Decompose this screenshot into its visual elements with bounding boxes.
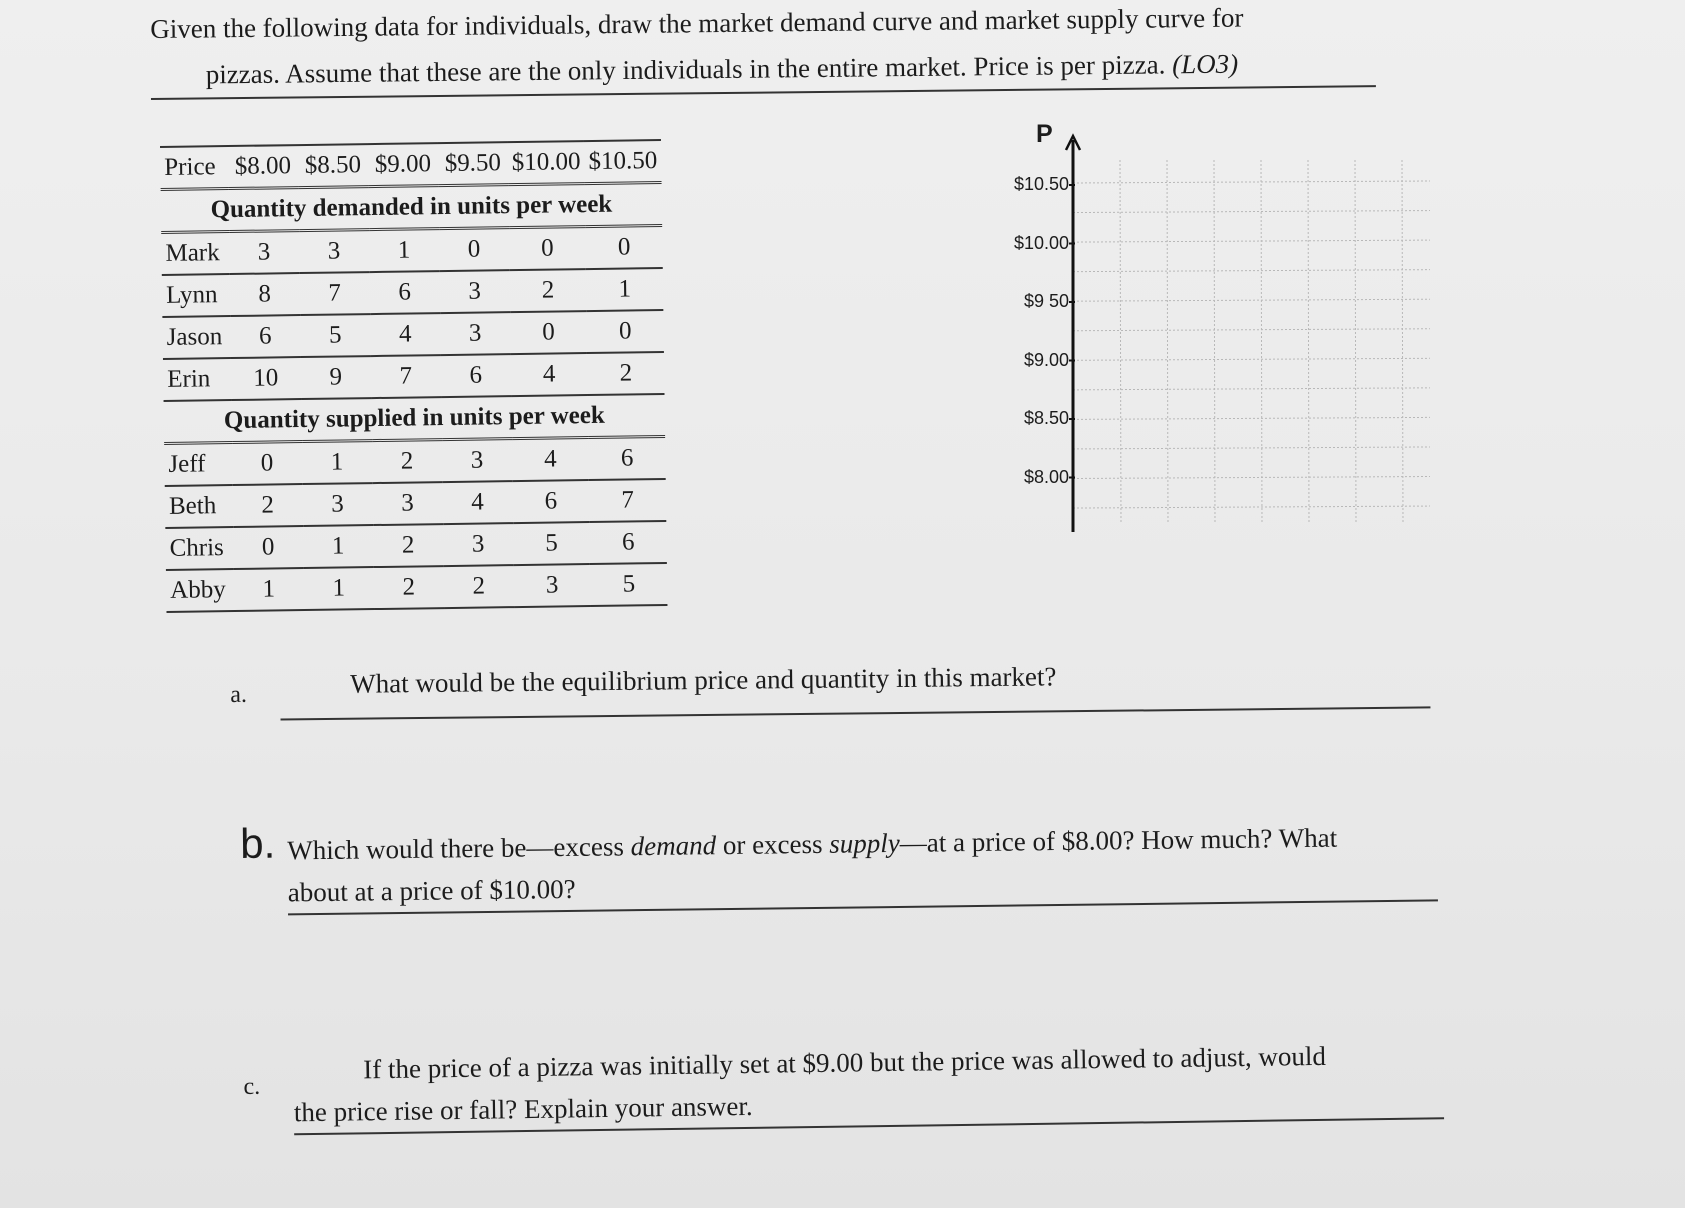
quantity-supplied-cell: 2 — [232, 484, 303, 527]
demand-row — [163, 352, 665, 401]
grid-line-horizontal — [1073, 506, 1430, 508]
question-a-marker: a. — [230, 681, 248, 708]
quantity-supplied-cell: 3 — [372, 482, 443, 525]
quantity-supplied-cell: 3 — [302, 483, 373, 526]
quantity-demanded-cell: 6 — [230, 315, 301, 358]
quantity-supplied-cell: 5 — [513, 522, 590, 565]
price-cell: $8.50 — [298, 144, 369, 187]
grid-line-horizontal — [1073, 477, 1430, 479]
question-b-line-2: about at a price of $10.00? — [288, 857, 1438, 915]
quantity-supplied-cell: 2 — [372, 440, 443, 483]
quantity-supplied-cell: 3 — [513, 564, 590, 607]
quantity-supplied-cell: 0 — [233, 526, 304, 569]
quantity-supplied-cell: 2 — [373, 524, 444, 567]
price-tick-label: $10.50 — [1013, 174, 1069, 194]
price-label: Price — [160, 146, 228, 189]
question-c-text — [293, 1033, 1444, 1135]
buyer-name: Jason — [162, 316, 230, 359]
quantity-supplied-cell: 0 — [232, 442, 303, 485]
quantity-demanded-cell: 7 — [371, 355, 442, 398]
buyer-name: Mark — [161, 232, 229, 275]
quantity-demanded-cell: 9 — [301, 356, 372, 399]
instructions-line-1: Given the following data for individuals, draw the market demand curve and market supply curve for — [150, 2, 1244, 44]
quantity-supplied-cell: 2 — [373, 566, 444, 609]
quantity-demanded-cell: 10 — [231, 357, 302, 400]
seller-name: Jeff — [164, 443, 232, 486]
seller-name: Beth — [165, 485, 233, 528]
price-tick-label: $8.00 — [1023, 466, 1069, 487]
quantity-demanded-cell: 0 — [439, 228, 510, 271]
question-a — [230, 657, 1430, 708]
grid-line-horizontal — [1073, 417, 1430, 419]
question-b-part-3: —at a price of $8.00? How much? What — [899, 822, 1338, 858]
seller-name: Chris — [165, 527, 233, 570]
grid-line-vertical — [1214, 160, 1215, 524]
quantity-demanded-cell: 0 — [585, 225, 662, 269]
question-b — [239, 815, 1440, 908]
supply-heading: Quantity supplied in units per week — [164, 394, 666, 443]
demand-heading-row — [161, 182, 663, 232]
question-b-part-2: or excess — [715, 828, 830, 861]
quantity-demanded-cell: 1 — [369, 229, 440, 272]
quantity-supplied-cell: 4 — [442, 481, 513, 524]
quantity-demanded-cell: 3 — [440, 312, 511, 355]
grid-line-horizontal — [1073, 358, 1430, 360]
price-tick-label: $8.50 — [1023, 408, 1069, 428]
price-cell: $10.00 — [508, 141, 585, 185]
price-quantity-graph[interactable] — [1000, 120, 1440, 540]
demand-heading: Quantity demanded in units per week — [161, 182, 663, 232]
question-c — [243, 1033, 1443, 1128]
quantity-demanded-cell: 8 — [229, 273, 300, 316]
quantity-supplied-cell: 1 — [302, 441, 373, 484]
price-tick-label: $9 50 — [1023, 291, 1069, 311]
grid-line-vertical — [1120, 160, 1121, 524]
supply-row — [164, 436, 666, 485]
quantity-demanded-cell: 7 — [299, 272, 370, 315]
grid-line-horizontal — [1073, 388, 1430, 390]
question-a-text: What would be the equilibrium price and quantity in this market? — [280, 657, 1430, 720]
grid-line-horizontal — [1073, 329, 1430, 331]
grid-line-vertical — [1308, 160, 1309, 524]
price-tick-label: $10.00 — [1013, 232, 1069, 253]
quantity-demanded-cell: 2 — [587, 352, 664, 395]
buyer-name: Lynn — [162, 274, 230, 317]
quantity-demanded-cell: 0 — [587, 310, 664, 353]
quantity-demanded-cell: 6 — [441, 354, 512, 397]
quantity-supplied-cell: 3 — [442, 439, 513, 482]
supply-heading-row — [164, 394, 666, 443]
question-b-supply: supply — [829, 827, 900, 859]
demand-row — [162, 268, 664, 317]
grid-line-horizontal — [1073, 447, 1430, 449]
price-cell: $9.50 — [438, 142, 509, 185]
question-b-demand: demand — [630, 830, 717, 862]
price-cell: $8.00 — [228, 145, 299, 188]
demand-row — [162, 310, 664, 359]
quantity-demanded-cell: 3 — [439, 270, 510, 313]
quantity-supplied-cell: 2 — [443, 565, 514, 608]
quantity-supplied-cell: 3 — [443, 523, 514, 566]
quantity-demanded-cell: 0 — [510, 311, 587, 354]
quantity-demanded-cell: 6 — [369, 271, 440, 314]
grid-line-horizontal — [1073, 299, 1430, 301]
quantity-supplied-cell: 6 — [588, 436, 665, 480]
quantity-demanded-cell: 4 — [370, 313, 441, 356]
quantity-demanded-cell: 4 — [511, 353, 588, 396]
seller-name: Abby — [166, 569, 234, 612]
quantity-supplied-cell: 4 — [512, 438, 589, 482]
grid-line-horizontal — [1073, 270, 1430, 272]
learning-objective: (LO3) — [1171, 48, 1239, 80]
price-cell: $9.00 — [368, 143, 439, 186]
buyer-name: Erin — [163, 358, 231, 401]
question-b-part-1: Which would there be—excess — [287, 831, 631, 866]
quantity-demanded-cell: 3 — [299, 230, 370, 273]
grid-line-horizontal — [1073, 181, 1430, 183]
quantity-supplied-cell: 7 — [589, 479, 666, 522]
quantity-supplied-cell: 1 — [303, 525, 374, 568]
question-b-marker: b. — [239, 819, 276, 867]
quantity-supplied-cell: 1 — [303, 567, 374, 610]
grid-line-horizontal — [1073, 211, 1430, 213]
quantity-supplied-cell: 6 — [590, 521, 667, 564]
supply-row — [165, 521, 667, 570]
question-c-line-1: If the price of a pizza was initially set at $9.00 but the price was allowed to adjust, would — [363, 1040, 1327, 1085]
grid-line-vertical — [1402, 160, 1403, 524]
quantity-supplied-cell: 1 — [233, 568, 304, 611]
quantity-demanded-cell: 0 — [509, 227, 586, 271]
price-row — [160, 140, 662, 189]
grid-line-vertical — [1261, 160, 1262, 524]
question-c-line-2: the price rise or fall? Explain your answer. — [294, 1075, 1445, 1135]
quantity-supplied-cell: 6 — [512, 480, 589, 523]
quantity-demanded-cell: 3 — [229, 231, 300, 274]
supply-row — [165, 479, 667, 528]
instructions — [150, 0, 1381, 100]
question-b-text — [287, 815, 1438, 915]
individual-data-table — [160, 139, 668, 613]
quantity-supplied-cell: 5 — [590, 563, 667, 606]
supply-row — [166, 563, 668, 612]
instructions-line-2-text: pizzas. Assume that these are the only individuals in the entire market. Price is per pizza. — [205, 49, 1166, 90]
grid-line-vertical — [1355, 160, 1356, 524]
demand-row — [161, 225, 663, 274]
price-cell: $10.50 — [584, 140, 661, 184]
quantity-demanded-cell: 5 — [300, 314, 371, 357]
price-axis-label: P — [1036, 120, 1053, 148]
grid-line-vertical — [1167, 160, 1168, 524]
question-c-marker: c. — [243, 1073, 261, 1100]
price-tick-label: $9.00 — [1023, 349, 1069, 370]
quantity-demanded-cell: 2 — [509, 269, 586, 312]
quantity-demanded-cell: 1 — [586, 268, 663, 311]
instructions-line-2 — [150, 39, 1375, 100]
grid-line-horizontal — [1073, 240, 1430, 242]
